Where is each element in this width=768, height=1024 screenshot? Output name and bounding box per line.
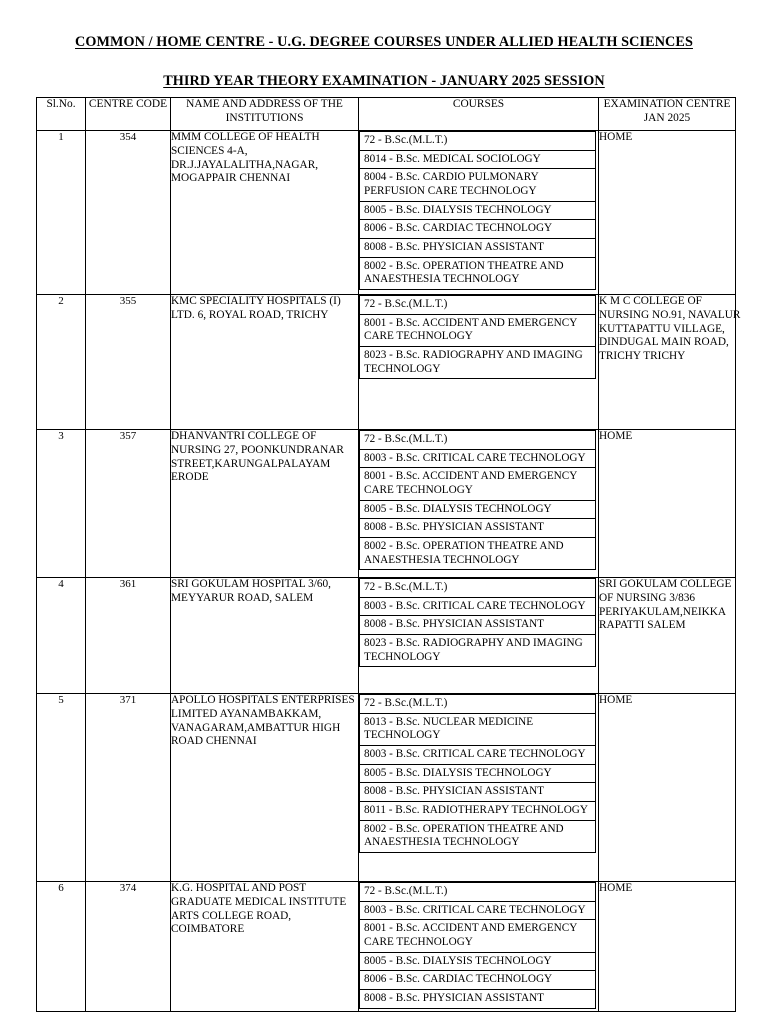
course-row — [360, 201, 596, 220]
course-item: 8013 - B.Sc. NUCLEAR MEDICINE TECHNOLOGY — [360, 713, 596, 745]
courses-list-table — [359, 131, 596, 290]
course-row — [360, 579, 596, 598]
course-row — [360, 989, 596, 1008]
course-row — [360, 150, 596, 169]
courses-list-table — [359, 430, 596, 570]
exam-centre-text: HOME — [599, 131, 633, 143]
course-item: 8006 - B.Sc. CARDIAC TECHNOLOGY — [360, 971, 596, 990]
course-row — [360, 783, 596, 802]
column-header-exam-centre: EXAMINATION CENTRE JAN 2025 — [599, 98, 736, 131]
course-item: 8006 - B.Sc. CARDIAC TECHNOLOGY — [360, 220, 596, 239]
course-row — [360, 537, 596, 569]
course-row — [360, 801, 596, 820]
column-header-sl-no: Sl.No. — [37, 98, 86, 131]
column-header-institution: NAME AND ADDRESS OF THE INSTITUTIONS — [171, 98, 359, 131]
cell-sl-no: 1 — [37, 131, 86, 295]
course-item: 8011 - B.Sc. RADIOTHERAPY TECHNOLOGY — [360, 801, 596, 820]
cell-institution: KMC SPECIALITY HOSPITALS (I) LTD. 6, ROYAL ROAD, TRICHY — [171, 295, 359, 430]
cell-institution: MMM COLLEGE OF HEALTH SCIENCES 4-A, DR.J.JAYALALITHA,NAGAR, MOGAPPAIR CHENNAI — [171, 131, 359, 295]
cell-sl-no: 4 — [37, 578, 86, 694]
course-item: 8008 - B.Sc. PHYSICIAN ASSISTANT — [360, 519, 596, 538]
table-header — [37, 98, 736, 131]
document-heading-block — [0, 0, 768, 90]
course-row — [360, 971, 596, 990]
course-item: 8005 - B.Sc. DIALYSIS TECHNOLOGY — [360, 764, 596, 783]
cell-exam-centre — [599, 131, 736, 295]
cell-institution: APOLLO HOSPITALS ENTERPRISES LIMITED AYANAMBAKKAM, VANAGARAM,AMBATTUR HIGH ROAD CHENNAI — [171, 694, 359, 882]
course-row — [360, 820, 596, 852]
course-row — [360, 449, 596, 468]
course-row — [360, 634, 596, 666]
course-item: 8001 - B.Sc. ACCIDENT AND EMERGENCY CARE TECHNOLOGY — [360, 468, 596, 500]
table-row — [37, 131, 736, 295]
course-item: 8005 - B.Sc. DIALYSIS TECHNOLOGY — [360, 952, 596, 971]
cell-courses — [359, 430, 599, 578]
course-item: 8002 - B.Sc. OPERATION THEATRE AND ANAESTHESIA TECHNOLOGY — [360, 820, 596, 852]
course-item: 8008 - B.Sc. PHYSICIAN ASSISTANT — [360, 238, 596, 257]
course-item: 8008 - B.Sc. PHYSICIAN ASSISTANT — [360, 989, 596, 1008]
course-item: 8008 - B.Sc. PHYSICIAN ASSISTANT — [360, 783, 596, 802]
course-row — [360, 500, 596, 519]
course-row — [360, 314, 596, 346]
cell-sl-no: 6 — [37, 882, 86, 1012]
courses-list-table — [359, 882, 596, 1009]
course-row — [360, 695, 596, 714]
page-subtitle: THIRD YEAR THEORY EXAMINATION - JANUARY 2025 SESSION — [163, 73, 605, 90]
course-row — [360, 616, 596, 635]
table-row — [37, 430, 736, 578]
course-item: 8005 - B.Sc. DIALYSIS TECHNOLOGY — [360, 201, 596, 220]
course-item: 8002 - B.Sc. OPERATION THEATRE AND ANAESTHESIA TECHNOLOGY — [360, 257, 596, 289]
course-item: 72 - B.Sc.(M.L.T.) — [360, 132, 596, 151]
cell-exam-centre — [599, 430, 736, 578]
course-item: 8001 - B.Sc. ACCIDENT AND EMERGENCY CARE TECHNOLOGY — [360, 314, 596, 346]
course-row — [360, 745, 596, 764]
course-row — [360, 132, 596, 151]
exam-centre-text: K M C COLLEGE OF NURSING NO.91, NAVALUR KUTTAPATTU VILLAGE, DINDUGAL MAIN ROAD, TRICHY TRICHY — [599, 295, 741, 363]
course-item: 72 - B.Sc.(M.L.T.) — [360, 296, 596, 315]
courses-list-table — [359, 694, 596, 853]
cell-institution: SRI GOKULAM HOSPITAL 3/60, MEYYARUR ROAD, SALEM — [171, 578, 359, 694]
course-item: 8004 - B.Sc. CARDIO PULMONARY PERFUSION CARE TECHNOLOGY — [360, 169, 596, 201]
cell-exam-centre — [599, 694, 736, 882]
course-row — [360, 296, 596, 315]
course-item: 8003 - B.Sc. CRITICAL CARE TECHNOLOGY — [360, 745, 596, 764]
courses-list-table — [359, 578, 596, 667]
course-row — [360, 238, 596, 257]
course-item: 8002 - B.Sc. OPERATION THEATRE AND ANAESTHESIA TECHNOLOGY — [360, 537, 596, 569]
cell-courses — [359, 295, 599, 430]
exam-centre-text: SRI GOKULAM COLLEGE OF NURSING 3/836 PERIYAKULAM,NEIKKA RAPATTI SALEM — [599, 578, 732, 632]
page-title: COMMON / HOME CENTRE - U.G. DEGREE COURSES UNDER ALLIED HEALTH SCIENCES — [75, 34, 693, 50]
course-item: 8001 - B.Sc. ACCIDENT AND EMERGENCY CARE TECHNOLOGY — [360, 920, 596, 952]
cell-exam-centre — [599, 882, 736, 1012]
cell-sl-no: 3 — [37, 430, 86, 578]
course-row — [360, 257, 596, 289]
cell-centre-code: 355 — [86, 295, 171, 430]
table-row — [37, 882, 736, 1012]
course-item: 72 - B.Sc.(M.L.T.) — [360, 695, 596, 714]
course-row — [360, 346, 596, 378]
cell-courses — [359, 131, 599, 295]
table-row — [37, 578, 736, 694]
course-item: 8014 - B.Sc. MEDICAL SOCIOLOGY — [360, 150, 596, 169]
course-item: 72 - B.Sc.(M.L.T.) — [360, 579, 596, 598]
cell-centre-code: 371 — [86, 694, 171, 882]
table-header-row — [37, 98, 736, 131]
cell-institution: K.G. HOSPITAL AND POST GRADUATE MEDICAL INSTITUTE ARTS COLLEGE ROAD, COIMBATORE — [171, 882, 359, 1012]
course-row — [360, 920, 596, 952]
column-header-centre-code: CENTRE CODE — [86, 98, 171, 131]
cell-exam-centre — [599, 295, 741, 430]
cell-exam-centre — [599, 578, 736, 694]
exam-centre-text: HOME — [599, 694, 633, 706]
course-row — [360, 883, 596, 902]
course-row — [360, 431, 596, 450]
course-item: 8003 - B.Sc. CRITICAL CARE TECHNOLOGY — [360, 449, 596, 468]
centre-course-table — [36, 97, 741, 1012]
cell-courses — [359, 882, 599, 1012]
course-item: 72 - B.Sc.(M.L.T.) — [360, 883, 596, 902]
exam-centre-text: HOME — [599, 882, 633, 894]
course-item: 72 - B.Sc.(M.L.T.) — [360, 431, 596, 450]
cell-centre-code: 361 — [86, 578, 171, 694]
cell-sl-no: 5 — [37, 694, 86, 882]
cell-sl-no: 2 — [37, 295, 86, 430]
cell-centre-code: 357 — [86, 430, 171, 578]
course-row — [360, 597, 596, 616]
course-item: 8003 - B.Sc. CRITICAL CARE TECHNOLOGY — [360, 597, 596, 616]
course-item: 8023 - B.Sc. RADIOGRAPHY AND IMAGING TECHNOLOGY — [360, 634, 596, 666]
courses-list-table — [359, 295, 596, 379]
cell-institution: DHANVANTRI COLLEGE OF NURSING 27, POONKUNDRANAR STREET,KARUNGALPALAYAM ERODE — [171, 430, 359, 578]
exam-centre-text: HOME — [599, 430, 633, 442]
course-row — [360, 519, 596, 538]
cell-courses — [359, 694, 599, 882]
cell-centre-code: 374 — [86, 882, 171, 1012]
course-item: 8003 - B.Sc. CRITICAL CARE TECHNOLOGY — [360, 901, 596, 920]
centre-course-table-wrap — [36, 97, 741, 1012]
cell-centre-code: 354 — [86, 131, 171, 295]
table-row — [37, 694, 736, 882]
table-row — [37, 295, 736, 430]
course-row — [360, 169, 596, 201]
course-row — [360, 952, 596, 971]
course-item: 8005 - B.Sc. DIALYSIS TECHNOLOGY — [360, 500, 596, 519]
table-body — [37, 131, 741, 1012]
course-row — [360, 220, 596, 239]
course-row — [360, 901, 596, 920]
course-row — [360, 713, 596, 745]
course-item: 8023 - B.Sc. RADIOGRAPHY AND IMAGING TECHNOLOGY — [360, 346, 596, 378]
course-row — [360, 468, 596, 500]
course-item: 8008 - B.Sc. PHYSICIAN ASSISTANT — [360, 616, 596, 635]
cell-courses — [359, 578, 599, 694]
column-header-courses: COURSES — [359, 98, 599, 131]
course-row — [360, 764, 596, 783]
